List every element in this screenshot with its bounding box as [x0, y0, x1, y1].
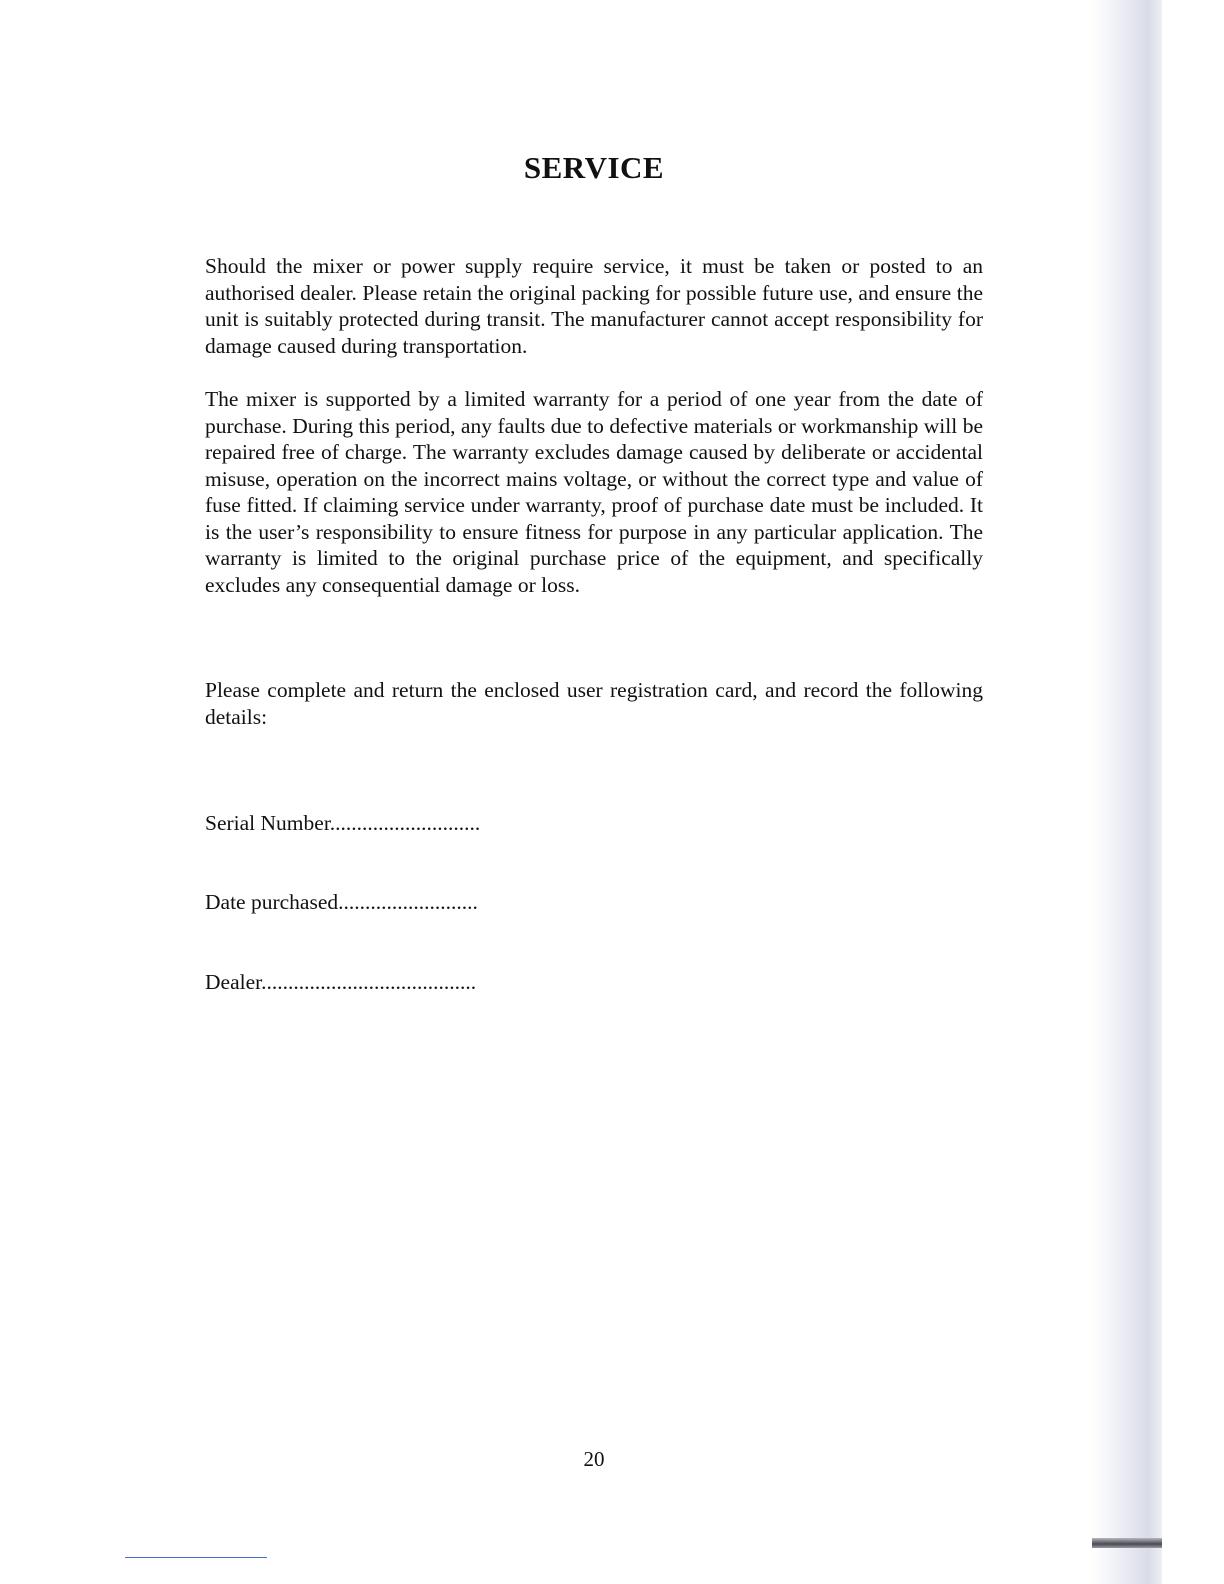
- warranty-paragraph: The mixer is supported by a limited warranty for a period of one year from the date of purchase. During this period, any faults due to defective materials or workmanship will be repaired free of charge. The warranty excludes damage caused by deliberate or accidental misuse, operation on the incorrect mains voltage, or without the correct type and value of fuse fitted. If claiming service under warranty, proof of purchase date must be included. It is the user’s responsibility to ensure fitness for purpose in any particular application. The warranty is limited to the original purchase price of the equipment, and specifically excludes any consequential damage or loss.: [205, 387, 983, 597]
- service-paragraph: Should the mixer or power supply require service, it must be taken or posted to an authorised dealer. Please retain the original packing for possible future use, and ensure the unit is suitably protected during transit. The manufacturer cannot accept responsibility for damage caused during transportation.: [205, 254, 983, 358]
- page-number: 20: [583, 1447, 605, 1471]
- dealer-field: Dealer........................................: [205, 970, 477, 994]
- date-purchased-field: Date purchased..........................: [205, 890, 478, 914]
- footer-rule: [125, 1557, 267, 1558]
- serial-number-field: Serial Number............................: [205, 811, 481, 835]
- page-title: SERVICE: [523, 150, 665, 185]
- binding-shadow: [1092, 0, 1162, 1584]
- registration-paragraph: Please complete and return the enclosed user registration card, and record the following details:: [205, 678, 983, 729]
- binding-edge: [1092, 1538, 1162, 1548]
